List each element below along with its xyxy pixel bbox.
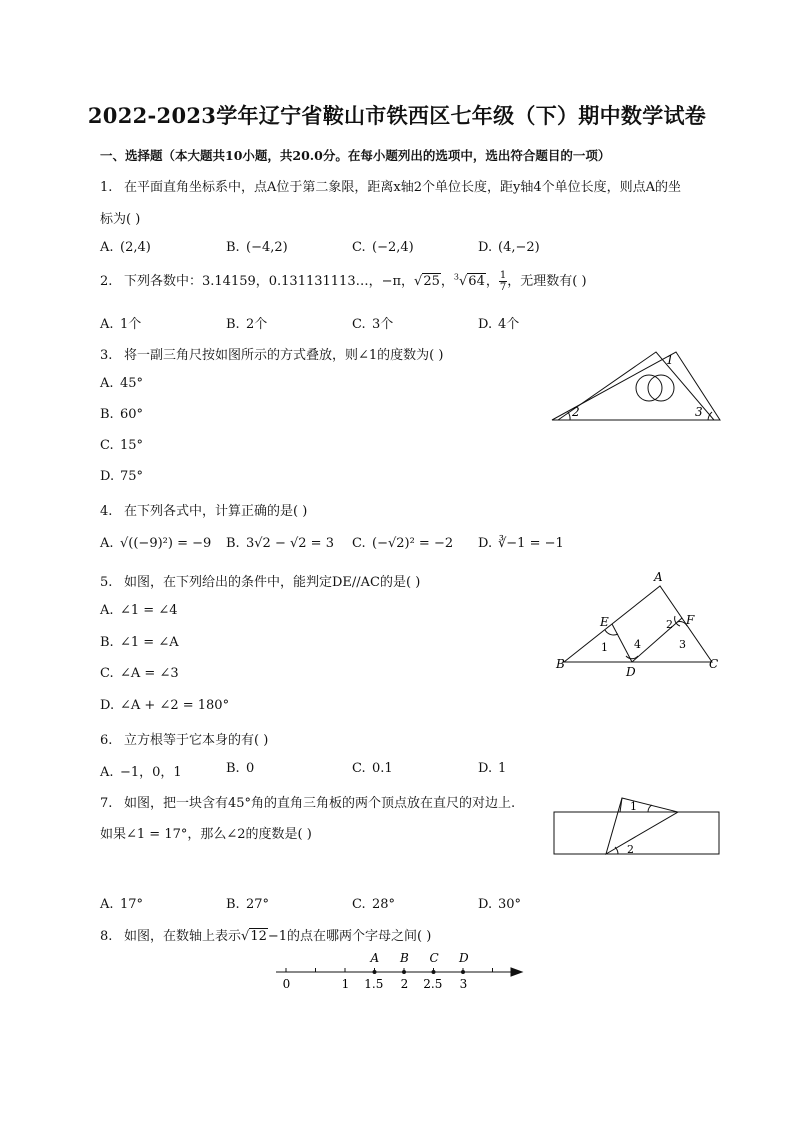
question-number: 4. <box>100 504 113 519</box>
q6-option-b[interactable]: B. 0 <box>226 761 255 776</box>
question-number: 7. <box>100 796 113 811</box>
q6-option-a[interactable]: A. −1，0，1 <box>100 765 182 780</box>
question-text: 如图，在数轴上表示 <box>124 929 242 944</box>
ruler <box>554 812 719 854</box>
q5-figure-triangle <box>548 568 724 680</box>
question-text: 如图，把一块含有45°角的直角三角板的两个顶点放在直尺的对边上. <box>124 796 516 811</box>
q3-option-a[interactable]: A. 45° <box>100 376 144 391</box>
question-3 <box>100 344 443 363</box>
axis-point-b <box>402 970 406 974</box>
question-number: 3. <box>100 348 113 363</box>
q7-option-c[interactable]: C. 28° <box>352 897 396 912</box>
axis-number-label: 2 <box>400 977 409 991</box>
q5-option-d[interactable]: D. ∠A + ∠2 = 180° <box>100 698 230 713</box>
q4-option-a[interactable]: A. √((−9)²) = −9 <box>100 536 212 551</box>
question-1 <box>100 176 681 195</box>
question-text: 在平面直角坐标系中，点A位于第二象限，距离x轴2个单位长度，距y轴4个单位长度，则点A的坐 <box>124 180 681 195</box>
axis-point-a <box>373 970 377 974</box>
q4-option-c[interactable]: C. (−√2)² = −2 <box>352 536 454 551</box>
axis-letter-d: D <box>459 951 469 965</box>
axis-point-c <box>432 970 436 974</box>
q3-option-c[interactable]: C. 15° <box>100 438 144 453</box>
question-number: 8. <box>100 929 113 944</box>
label-angle-1: 1 <box>666 353 674 367</box>
label-angle-1: 1 <box>630 800 637 813</box>
angle-1-arc <box>648 805 652 812</box>
question-text: 在下列各式中，计算正确的是( ) <box>124 504 308 519</box>
sqrt-25: √25 <box>414 274 440 289</box>
segment-ed <box>612 624 632 662</box>
section-heading: 一、选择题（本大题共10小题，共20.0分。在每小题列出的选项中，选出符合题目的一项） <box>100 148 611 163</box>
question-1-line2: 标为( ) <box>100 212 141 227</box>
q1-option-a[interactable]: A. (2,4) <box>100 240 151 255</box>
axis-arrow <box>511 968 522 976</box>
q1-option-c[interactable]: C. (−2,4) <box>352 240 414 255</box>
exam-title: 2022-2023学年辽宁省鞍山市铁西区七年级（下）期中数学试卷 <box>87 103 707 128</box>
q2-option-b[interactable]: B. 2个 <box>226 317 268 332</box>
question-7 <box>100 792 515 811</box>
sqrt-12: √12 <box>241 929 267 944</box>
q2-option-a[interactable]: A. 1个 <box>100 317 142 332</box>
angle-2-arc <box>615 847 618 854</box>
q2-option-c[interactable]: C. 3个 <box>352 317 394 332</box>
label-A: A <box>654 570 663 584</box>
question-8 <box>100 925 431 944</box>
label-E: E <box>600 615 609 629</box>
axis-number-label: 0 <box>282 977 291 991</box>
question-text-tail: ，无理数有( ) <box>507 274 587 289</box>
q6-option-c[interactable]: C. 0.1 <box>352 761 393 776</box>
axis-letter-b: B <box>400 951 409 965</box>
label-F: F <box>686 613 695 627</box>
axis-letter-a: A <box>370 951 380 965</box>
axis-number-label: 1 <box>341 977 350 991</box>
question-6 <box>100 729 268 748</box>
q5-option-a[interactable]: A. ∠1 = ∠4 <box>100 603 178 618</box>
question-number: 2. <box>100 274 113 289</box>
label-B: B <box>556 657 565 671</box>
axis-number-label: 3 <box>459 977 468 991</box>
question-5 <box>100 571 420 590</box>
q3-option-b[interactable]: B. 60° <box>100 407 144 422</box>
question-text: 将一副三角尺按如图所示的方式叠放，则∠1的度数为( ) <box>124 348 444 363</box>
q7-option-d[interactable]: D. 30° <box>478 897 522 912</box>
question-text-tail: −1的点在哪两个字母之间( ) <box>267 929 432 944</box>
q6-option-d[interactable]: D. 1 <box>478 761 507 776</box>
question-7-line2: 如果∠1 = 17°，那么∠2的度数是( ) <box>100 827 312 842</box>
q3-figure-triangle-rulers <box>548 344 724 426</box>
q5-option-b[interactable]: B. ∠1 = ∠A <box>100 635 179 650</box>
question-text: 如图，在下列给出的条件中，能判定DE//AC的是( ) <box>124 575 421 590</box>
q5-option-c[interactable]: C. ∠A = ∠3 <box>100 666 179 681</box>
fraction-one-seventh: $\frac{1}{7}$ <box>499 270 507 293</box>
question-text: 下列各数中：3.14159，0.131131113…，−π， <box>124 274 415 289</box>
cbrt-64: $^3$√64 <box>453 272 485 289</box>
q1-option-d[interactable]: D. (4,−2) <box>478 240 540 255</box>
hole-left <box>636 375 662 401</box>
q4-option-b[interactable]: B. 3√2 − √2 = 3 <box>226 536 334 551</box>
axis-letter-c: C <box>429 951 439 965</box>
label-angle-2: 2 <box>572 405 580 419</box>
angle-2-arc <box>568 412 570 420</box>
q7-figure-ruler <box>550 790 724 858</box>
axis-number-label: 1.5 <box>364 977 384 991</box>
label-angle-3: 3 <box>679 638 686 651</box>
q8-number-line <box>270 948 526 994</box>
axis-point-d <box>461 970 465 974</box>
q1-option-b[interactable]: B. (−4,2) <box>226 240 288 255</box>
question-number: 6. <box>100 733 113 748</box>
label-angle-2: 2 <box>627 843 634 856</box>
label-angle-3: 3 <box>695 405 703 419</box>
question-text: 立方根等于它本身的有( ) <box>124 733 269 748</box>
question-number: 5. <box>100 575 113 590</box>
q7-option-b[interactable]: B. 27° <box>226 897 270 912</box>
label-angle-2: 2 <box>666 618 673 631</box>
hole-right <box>648 375 674 401</box>
label-D: D <box>626 665 636 679</box>
q3-option-d[interactable]: D. 75° <box>100 469 144 484</box>
label-C: C <box>709 657 719 671</box>
q7-option-a[interactable]: A. 17° <box>100 897 144 912</box>
label-angle-4: 4 <box>634 638 641 651</box>
axis-number-label: 2.5 <box>423 977 443 991</box>
right-triangle-45 <box>606 798 678 854</box>
q2-option-d[interactable]: D. 4个 <box>478 317 520 332</box>
question-2: 2. 下列各数中：3.14159，0.131131113…，−π，√25，$^3$√64， $\frac{1}{7}$ ，无理数有( ) <box>100 270 587 293</box>
q4-option-d[interactable]: D. ∛−1 = −1 <box>478 536 564 551</box>
question-number: 1. <box>100 180 113 195</box>
label-angle-1: 1 <box>601 641 608 654</box>
question-4 <box>100 500 307 519</box>
